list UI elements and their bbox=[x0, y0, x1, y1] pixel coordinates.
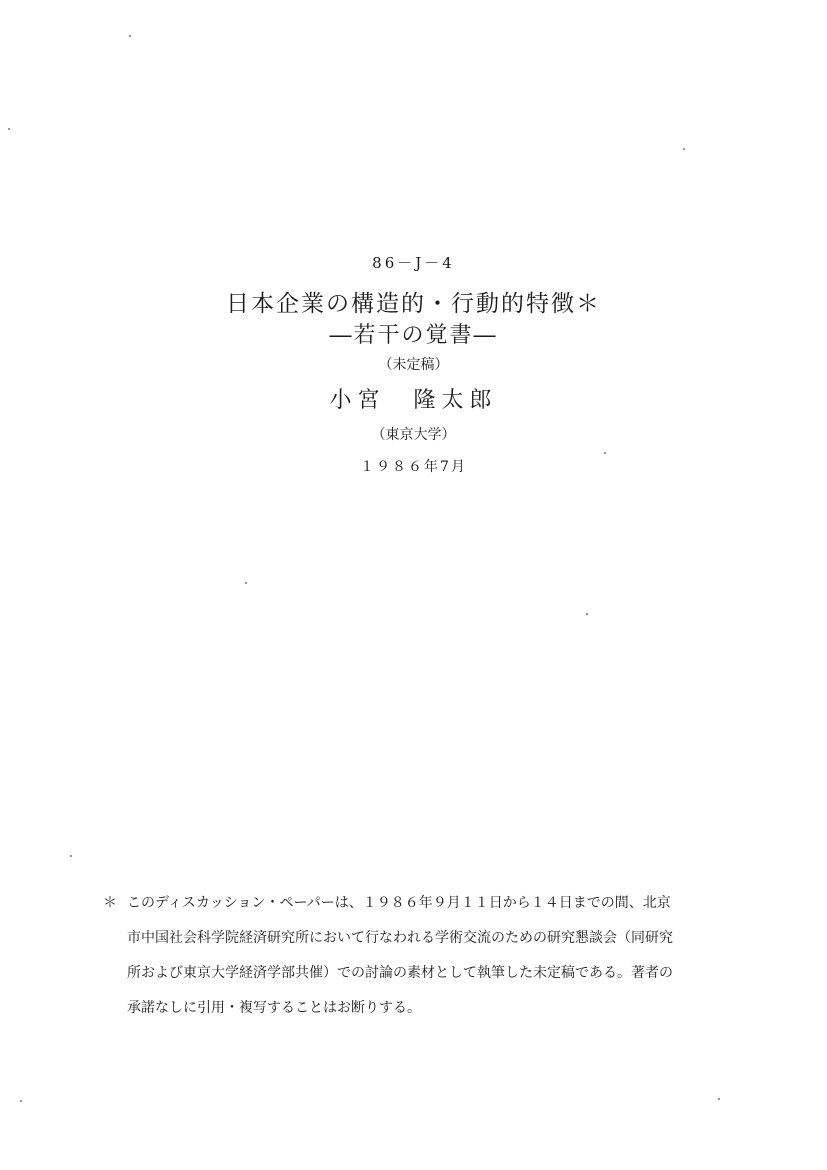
author-name: 小宮 隆太郎 bbox=[329, 388, 498, 413]
scan-speck bbox=[683, 148, 685, 150]
draft-note: （未定稿） bbox=[378, 357, 449, 373]
footnote-mark: ＊ bbox=[103, 895, 117, 911]
paper-title: 日本企業の構造的・行動的特徴＊ bbox=[226, 291, 601, 317]
scan-speck bbox=[129, 35, 131, 37]
footnote-line: このディスカッション・ペーパーは、１９８６年９月１１日から１４日までの間、北京 bbox=[127, 895, 671, 911]
footnote-line: 承諾なしに引用・複写することはお断りする。 bbox=[127, 1000, 421, 1016]
scan-speck bbox=[70, 855, 72, 857]
paper-subtitle: ―若干の覚書― bbox=[329, 323, 498, 348]
scan-speck bbox=[586, 613, 588, 615]
footnote bbox=[103, 886, 753, 1026]
scan-speck bbox=[604, 452, 606, 454]
scan-speck bbox=[245, 582, 247, 584]
footnote-line: 市中国社会科学院経済研究所において行なわれる学術交流のための研究懇談会（同研究 bbox=[127, 930, 673, 946]
scan-speck bbox=[8, 128, 10, 130]
paper-code: 86－J－4 bbox=[372, 254, 455, 272]
scan-speck bbox=[20, 1100, 22, 1102]
author-affiliation: （東京大学） bbox=[371, 427, 456, 443]
scan-speck bbox=[718, 1098, 720, 1100]
publication-date: １９８６年7月 bbox=[360, 459, 467, 475]
footnote-line: 所および東京大学経済学部共催）での討論の素材として執筆した未定稿である。著者の bbox=[127, 965, 673, 981]
